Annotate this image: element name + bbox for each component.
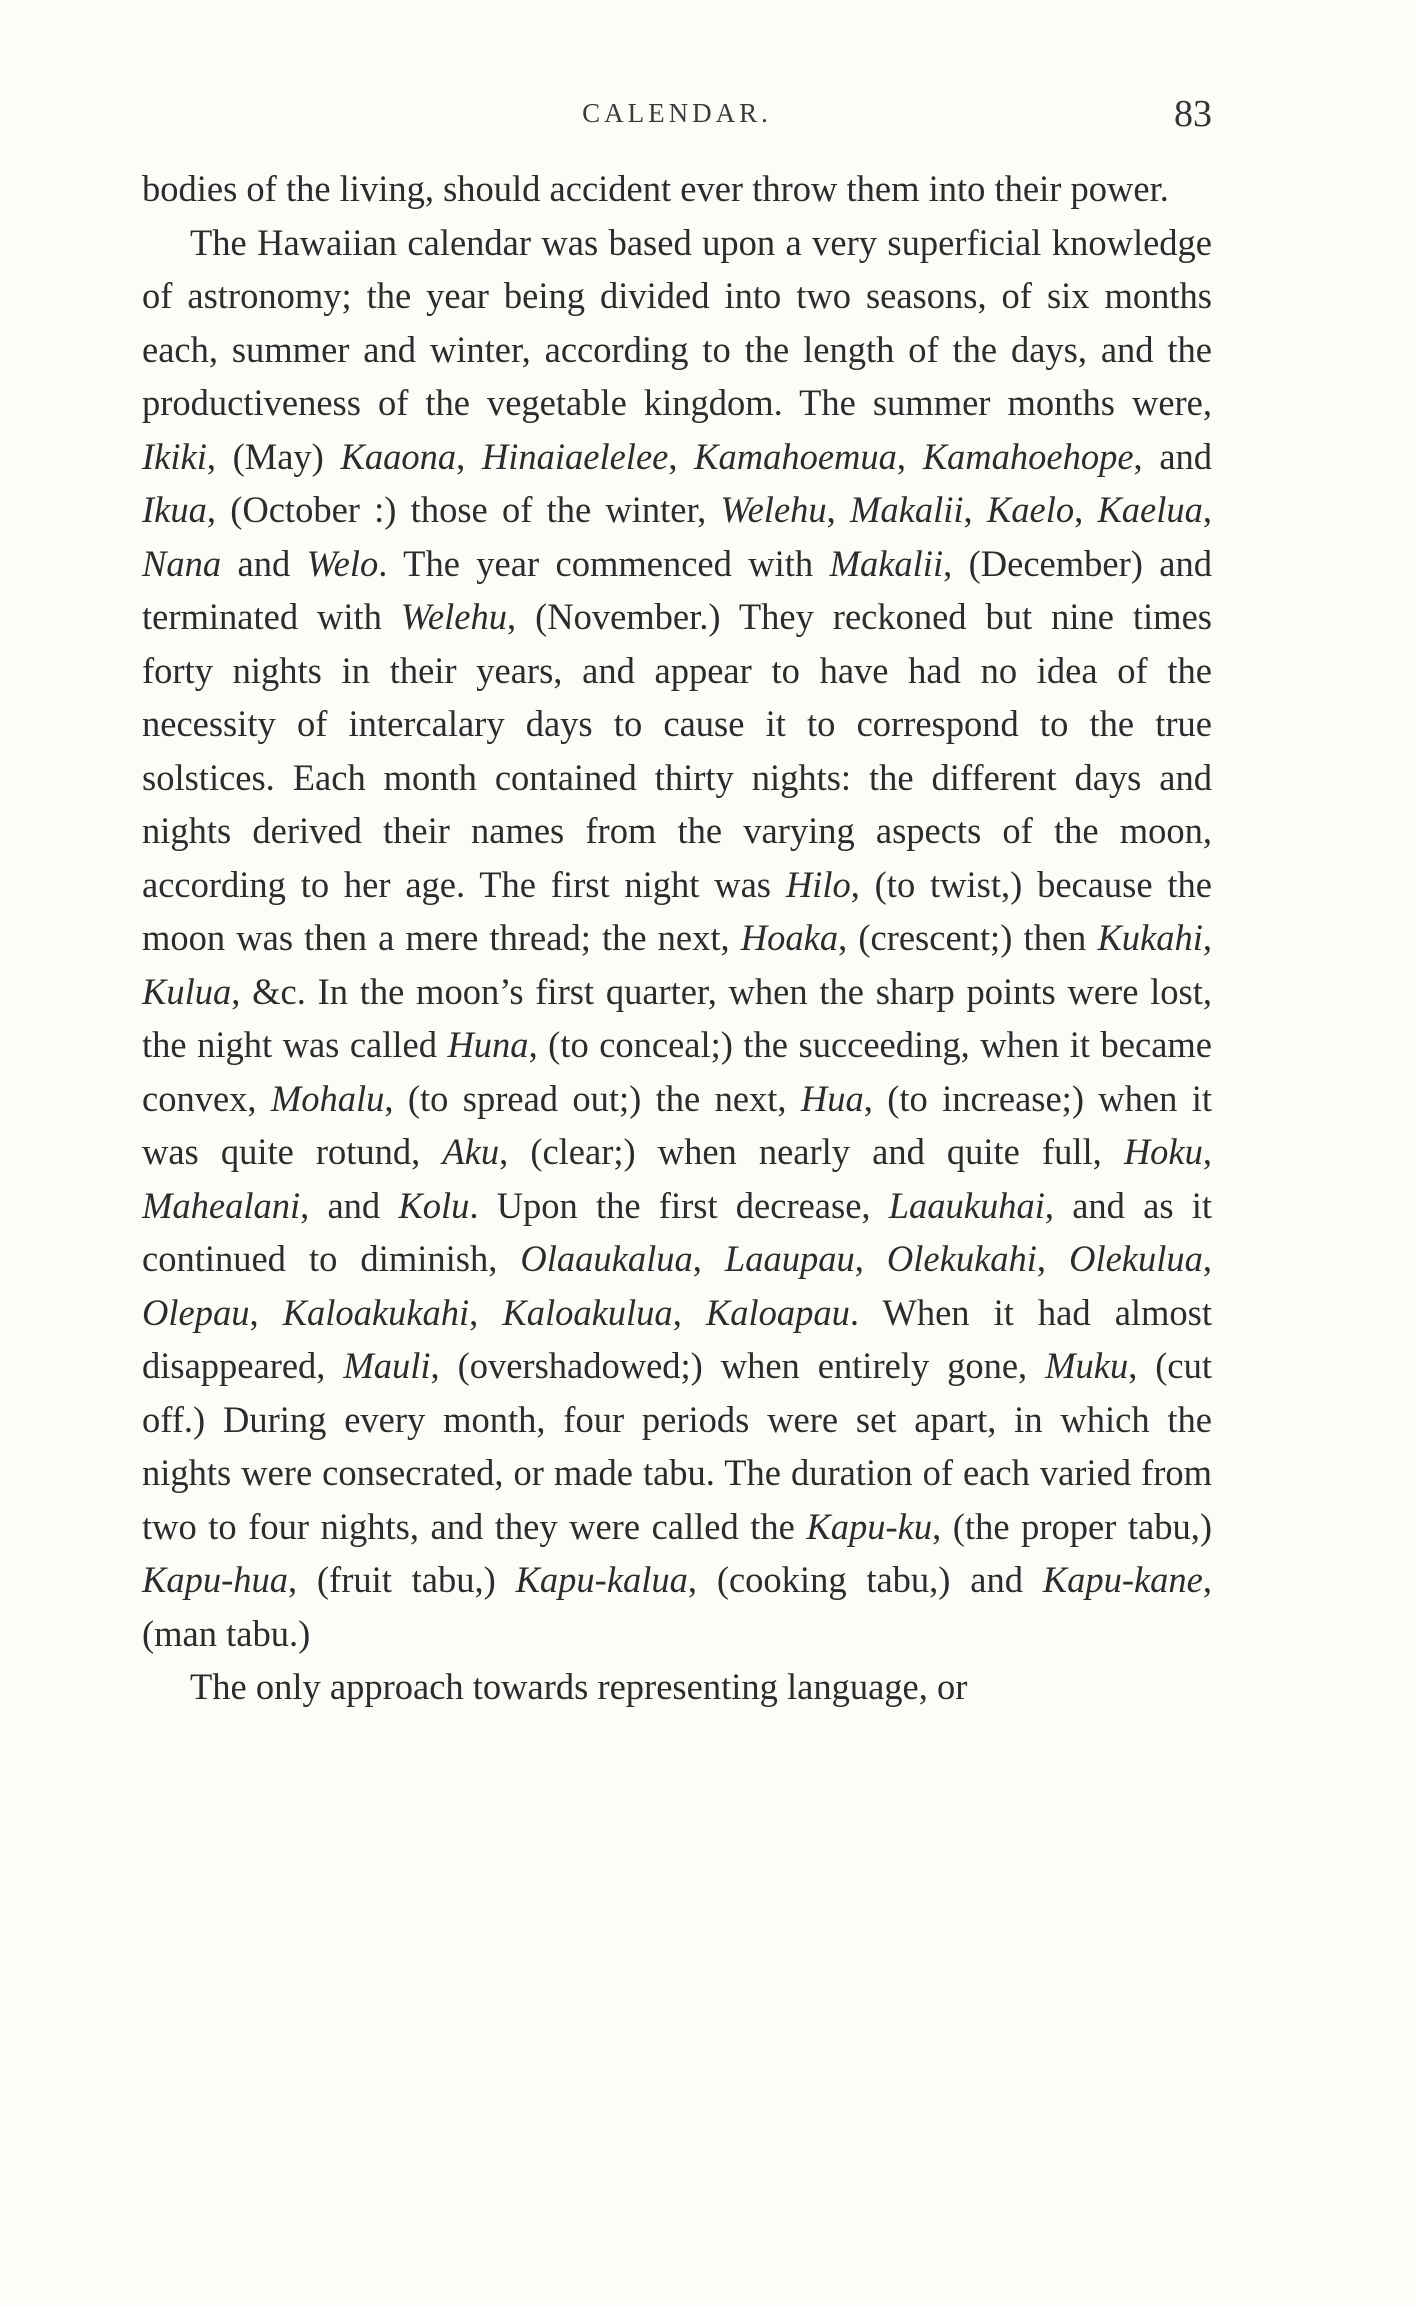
text-run: , (to increase;) when it was quite rotund, bbox=[142, 1077, 1212, 1172]
text-run: , bbox=[854, 1238, 887, 1279]
running-title: CALENDAR. bbox=[582, 98, 772, 128]
italic-term: Kaloakukahi bbox=[282, 1291, 470, 1333]
text-run: , bbox=[1202, 489, 1213, 530]
text-run: , (to spread out;) the next, bbox=[384, 1077, 801, 1119]
page-number: 83 bbox=[1174, 93, 1212, 135]
italic-term: Kaloakulua bbox=[502, 1291, 673, 1333]
text-run: , bbox=[1036, 1238, 1070, 1279]
italic-term: Makalii bbox=[829, 542, 944, 584]
italic-term: Mahealani bbox=[142, 1184, 301, 1226]
text-run: , bbox=[963, 489, 987, 530]
italic-term: Makalii bbox=[850, 489, 964, 530]
text-run: , bbox=[1202, 1131, 1212, 1172]
text-run: , bbox=[1202, 917, 1212, 958]
italic-term: Olaaukalua bbox=[520, 1238, 693, 1279]
italic-term: Kapu-kane bbox=[1042, 1559, 1203, 1600]
italic-term: Mohalu bbox=[270, 1077, 385, 1119]
text-run: , (man tabu.) bbox=[142, 1559, 1212, 1654]
paragraph bbox=[142, 216, 1212, 1661]
paragraph bbox=[142, 162, 1212, 216]
italic-term: Kukahi bbox=[1097, 917, 1203, 958]
body-text bbox=[142, 162, 1212, 1714]
text-run: , (December) and terminated with bbox=[142, 542, 1212, 637]
text-run: , (clear;) when nearly and quite full, bbox=[499, 1131, 1124, 1172]
italic-term: Welehu bbox=[400, 596, 507, 637]
italic-term: Kapu-ku bbox=[806, 1505, 933, 1547]
italic-term: Kamahoemua bbox=[694, 435, 897, 477]
italic-term: Kaelo bbox=[986, 489, 1075, 530]
italic-term: Welo bbox=[306, 542, 379, 584]
italic-term: Olekukahi bbox=[886, 1238, 1037, 1279]
text-run: , (May) bbox=[206, 435, 341, 477]
text-run: and bbox=[221, 542, 307, 584]
text-run: The only approach towards representing language, or bbox=[190, 1666, 968, 1707]
italic-term: Kulua bbox=[142, 970, 232, 1012]
italic-term: Ikua bbox=[142, 489, 207, 530]
text-run: , bbox=[672, 1291, 706, 1333]
text-run: The Hawaiian calendar was based upon a very superficial knowledge of astronomy; the year being divided into two seasons, of six months each, summer and winter, according to the length of the days, and the productiveness of the vegetable kingdom. The summer months were, bbox=[142, 221, 1212, 423]
italic-term: Kamahoehope bbox=[922, 435, 1134, 477]
running-head bbox=[142, 92, 1212, 142]
italic-term: Laaukuhai bbox=[888, 1184, 1045, 1226]
text-run: , (the proper tabu,) bbox=[932, 1505, 1212, 1547]
text-run: , (November.) They reckoned but nine times forty nights in their years, and appear to have had no idea of the necessity of intercalary days to cause it to correspond to the true solstices. Each month contained thirty nights: the different days and nights derived their names from the varying aspects of the moon, according to her age. The first night was bbox=[142, 596, 1212, 905]
italic-term: Aku bbox=[442, 1131, 500, 1172]
italic-term: Hilo bbox=[785, 863, 851, 905]
italic-term: Muku bbox=[1045, 1345, 1129, 1386]
text-run: , bbox=[692, 1238, 725, 1279]
text-run: , (crescent;) then bbox=[838, 917, 1098, 958]
text-run: , (overshadowed;) when entirely gone, bbox=[430, 1345, 1046, 1386]
text-run: , (cooking tabu,) and bbox=[687, 1559, 1043, 1600]
italic-term: Ikiki bbox=[142, 435, 207, 477]
text-run: , bbox=[456, 435, 482, 477]
italic-term: Mauli bbox=[343, 1345, 431, 1386]
text-run: , &c. In the moon’s first quarter, when the sharp points were lost, the night was called bbox=[142, 970, 1212, 1065]
italic-term: Hua bbox=[800, 1077, 864, 1119]
text-run: . Upon the first decrease, bbox=[469, 1184, 889, 1226]
italic-term: Olepau bbox=[142, 1291, 250, 1333]
text-run: , and bbox=[300, 1184, 399, 1226]
italic-term: Hoaka bbox=[740, 917, 839, 958]
italic-term: Kapu-hua bbox=[142, 1559, 288, 1600]
text-run: , bbox=[249, 1291, 283, 1333]
text-run: , bbox=[668, 435, 695, 477]
text-run: , (October :) those of the winter, bbox=[206, 489, 721, 530]
italic-term: Olekulua bbox=[1069, 1238, 1203, 1279]
text-run: , bbox=[1074, 489, 1098, 530]
text-run: , and as it continued to diminish, bbox=[142, 1184, 1213, 1279]
italic-term: Laaupau bbox=[724, 1238, 855, 1279]
paragraph bbox=[142, 1660, 1212, 1714]
italic-term: Kapu-kalua bbox=[515, 1559, 688, 1600]
italic-term: Kaaona bbox=[340, 435, 457, 477]
text-run: , and bbox=[1133, 435, 1213, 477]
italic-term: Welehu bbox=[720, 489, 827, 530]
italic-term: Hoku bbox=[1123, 1131, 1203, 1172]
text-run: . When it had almost disappeared, bbox=[142, 1291, 1213, 1386]
text-run: , (cut off.) During every month, four periods were set apart, in which the nights were consecrated, or made tabu. The duration of each varied from two to four nights, and they were called the bbox=[142, 1345, 1212, 1547]
text-run: , bbox=[826, 489, 851, 530]
italic-term: Nana bbox=[142, 542, 222, 584]
text-run: bodies of the living, should accident ever throw them into their power. bbox=[142, 168, 1169, 209]
italic-term: Huna bbox=[447, 1024, 529, 1065]
text-run: . The year commenced with bbox=[378, 542, 830, 584]
text-run: , bbox=[469, 1291, 503, 1333]
italic-term: Kaelua bbox=[1097, 489, 1203, 530]
text-run: , (fruit tabu,) bbox=[288, 1559, 516, 1600]
text-run: , (to conceal;) the succeeding, when it became convex, bbox=[142, 1024, 1212, 1119]
text-run: , bbox=[896, 435, 923, 477]
italic-term: Hinaiaelelee bbox=[481, 435, 669, 477]
italic-term: Kaloapau bbox=[705, 1291, 850, 1333]
text-run: , bbox=[1202, 1238, 1213, 1279]
italic-term: Kolu bbox=[398, 1184, 470, 1226]
text-run: , (to twist,) because the moon was then a mere thread; the next, bbox=[142, 863, 1212, 958]
